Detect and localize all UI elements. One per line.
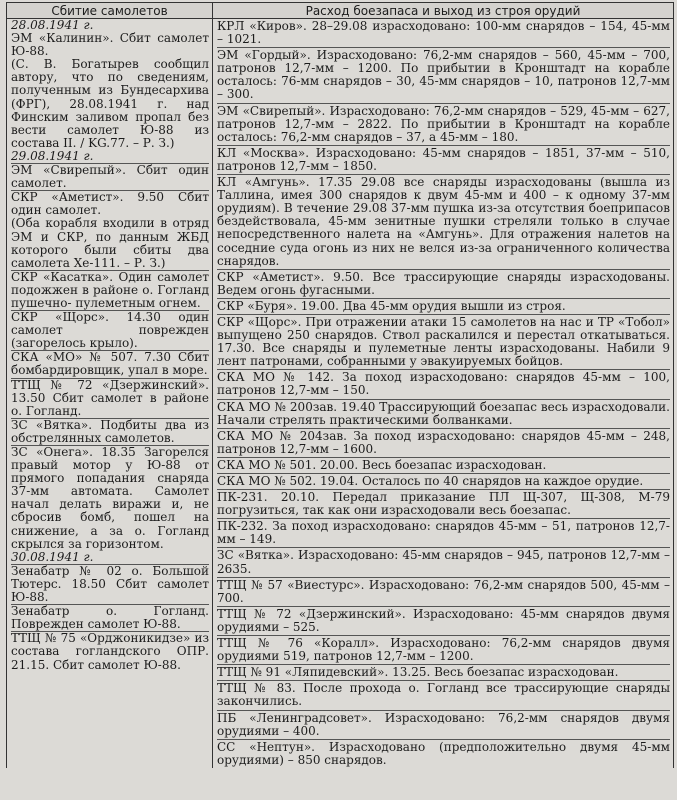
ammunition-entry: СКА МО № 142. За поход израсходовано: снарядов 45-мм – 100, патронов 12,7-мм – 150.: [217, 370, 670, 399]
shootdown-entry: СКР «Щорс». 14.30 один самолет поврежден (загорелось крыло).: [11, 310, 209, 351]
ammunition-entry: СКА МО № 502. 19.04. Осталось по 40 снарядов на каждое орудие.: [217, 474, 670, 490]
shootdown-entry: Зенабатр № 02 о. Большой Тютерс. 18.50 Сбит самолет Ю-88.: [11, 563, 209, 605]
ammunition-entry: ЭМ «Свирепый». Израсходовано: 76,2-мм снарядов – 529, 45-мм – 627, патронов 12,7-мм – 2822. По прибытии в Кронштадт на корабле осталось: 76,2-мм снарядов – 37, а 45-мм – 180.: [217, 104, 670, 146]
ammunition-column: [213, 19, 674, 768]
shootdown-entry: ЭМ «Калинин». Сбит самолет Ю-88.: [11, 31, 209, 59]
ammunition-entry: СС «Нептун». Израсходовано (предположительно двумя 45-мм орудиями) – 850 снарядов.: [217, 739, 670, 767]
ammunition-entry: ТТЩ № 57 «Виестурс». Израсходовано: 76,2-мм снарядов 500, 45-мм – 700.: [217, 578, 670, 607]
shootdown-entry: ТТЩ № 72 «Дзержинский». 13.50 Сбит самолет в районе о. Гогланд.: [11, 377, 209, 418]
ammunition-entry: КЛ «Москва». Израсходовано: 45-мм снарядов – 1851, 37-мм – 510, патронов 12,7-мм – 1850.: [217, 146, 670, 175]
table-header-row: [7, 3, 674, 19]
ammunition-entry: СКР «Щорс». При отражении атаки 15 самолетов на нас и ТР «Тобол» выпущено 250 снарядов. Ствол раскалился и перестал откатываться. 17.30. Все снаряды и пулеметные ленты израсходованы. Набили 9 лент патронами, собранными у эвакуируемых бойцов.: [217, 315, 670, 370]
ammunition-entry: СКА МО № 501. 20.00. Весь боезапас израсходован.: [217, 458, 670, 474]
ammunition-entry: ПК-231. 20.10. Передал приказание ПЛ Щ-307, Щ-308, М-79 погрузиться, так как они израсходовали весь боезапас.: [217, 490, 670, 519]
ammunition-entry: ЭМ «Гордый». Израсходовано: 76,2-мм снарядов – 560, 45-мм – 700, патронов 12,7-мм – 1200. По прибытии в Кронштадт на корабле осталось: 76-мм снарядов – 30, 45-мм снарядов – 10, патронов 12,7-мм – 300.: [217, 48, 670, 103]
shootdown-entry: ЗС «Онега». 18.35 Загорелся правый мотор у Ю-88 от прямого попадания снаряда 37-мм автомата. Самолет начал делать виражи и, не сбросив бомб, пошел на снижение, а за о. Гогланд скрылся за горизонтом.: [11, 445, 209, 551]
ammunition-entry: ТТЩ № 72 «Дзержинский». Израсходовано: 45-мм снарядов двумя орудиями – 525.: [217, 607, 670, 636]
ammunition-entry: СКР «Буря». 19.00. Два 45-мм орудия вышли из строя.: [217, 299, 670, 315]
ammunition-entry: ТТЩ № 83. После прохода о. Гогланд все трассирующие снаряды закончились.: [217, 681, 670, 710]
ammunition-entry: КРЛ «Киров». 28–29.08 израсходовано: 100-мм снарядов – 154, 45-мм – 1021.: [217, 19, 670, 48]
ammunition-table: [6, 2, 674, 768]
ammunition-entry: ТТЩ № 76 «Коралл». Израсходовано: 76,2-мм снарядов двумя орудиями 519, патронов 12,7-мм – 1200.: [217, 636, 670, 665]
ammunition-entry: ТТЩ № 91 «Ляпидевский». 13.25. Весь боезапас израсходован.: [217, 665, 670, 681]
shootdown-entry: ЭМ «Свирепый». Сбит один самолет.: [11, 163, 209, 191]
ammunition-entry: СКР «Аметист». 9.50. Все трассирующие снаряды израсходованы. Ведем огонь фугасными.: [217, 270, 670, 299]
shootdown-entry: ЗС «Вятка». Подбиты два из обстрелянных самолетов.: [11, 417, 209, 445]
date-heading: 30.08.1941 г.: [11, 549, 94, 564]
ammunition-entry: ЗС «Вятка». Израсходовано: 45-мм снарядов – 945, патронов 12,7-мм – 2635.: [217, 548, 670, 577]
column-header-ammunition: Расход боезапаса и выход из строя орудий: [213, 3, 674, 19]
shootdown-entry: (С. В. Богатырев сообщил автору, что по сведениям, полученным из Бундесархива (ФРГ), 28.08.1941 г. над Финским заливом пропал без вести самолет Ю-88 из состава II. / KG.77. – Р. З.): [11, 57, 209, 150]
shootdowns-column: [7, 19, 213, 768]
date-heading: 28.08.1941 г.: [11, 18, 94, 32]
shootdown-entry: (Оба корабля входили в отряд ЭМ и СКР, по данным ЖБД которого были сбиты два самолета Хе-111. – Р. З.): [11, 216, 209, 270]
ammunition-entry: ПК-232. За поход израсходовано: снарядов 45-мм – 51, патронов 12,7-мм – 149.: [217, 519, 670, 548]
ammunition-entry: СКА МО № 204зав. За поход израсходовано: снарядов 45-мм – 248, патронов 12,7-мм – 1600.: [217, 429, 670, 458]
ammunition-entry: СКА МО № 200зав. 19.40 Трассирующий боезапас весь израсходовали. Начали стрелять практическими болванками.: [217, 400, 670, 429]
table-body-row: [7, 19, 674, 768]
shootdown-entry: ТТЩ № 75 «Орджоникидзе» из состава гогландского ОПР. 21.15. Сбит самолет Ю-88.: [11, 631, 209, 672]
shootdown-entry: СКР «Аметист». 9.50 Сбит один самолет.: [11, 190, 209, 218]
column-header-shootdowns: Сбитие самолетов: [7, 3, 213, 19]
shootdown-entry: СКР «Касатка». Один самолет подожжен в районе о. Гогланд пушечно- пулеметным огнем.: [11, 269, 209, 310]
date-heading: 29.08.1941 г.: [11, 148, 94, 163]
ammunition-entry: КЛ «Амгунь». 17.35 29.08 все снаряды израсходованы (вышла из Таллина, имея 300 снарядов к двум 45-мм и 400 – к одному 37-мм орудиям). В течение 29.08 37-мм пушка из-за отсутствия боеприпасов бездействовала, 45-мм зенитные пушки стреляли только в случае непосредственного налета на «Амгунь». Для отражения налетов на соседние суда огонь из них не велся из-за ограниченного количества снарядов.: [217, 175, 670, 270]
shootdown-entry: СКА «МО» № 507. 7.30 Сбит бомбардировщик, упал в море.: [11, 350, 209, 378]
ammunition-entry: ПБ «Ленинградсовет». Израсходовано: 76,2-мм снарядов двумя орудиями – 400.: [217, 711, 670, 740]
shootdown-entry: Зенабатр о. Гогланд. Поврежден самолет Ю-88.: [11, 604, 209, 632]
